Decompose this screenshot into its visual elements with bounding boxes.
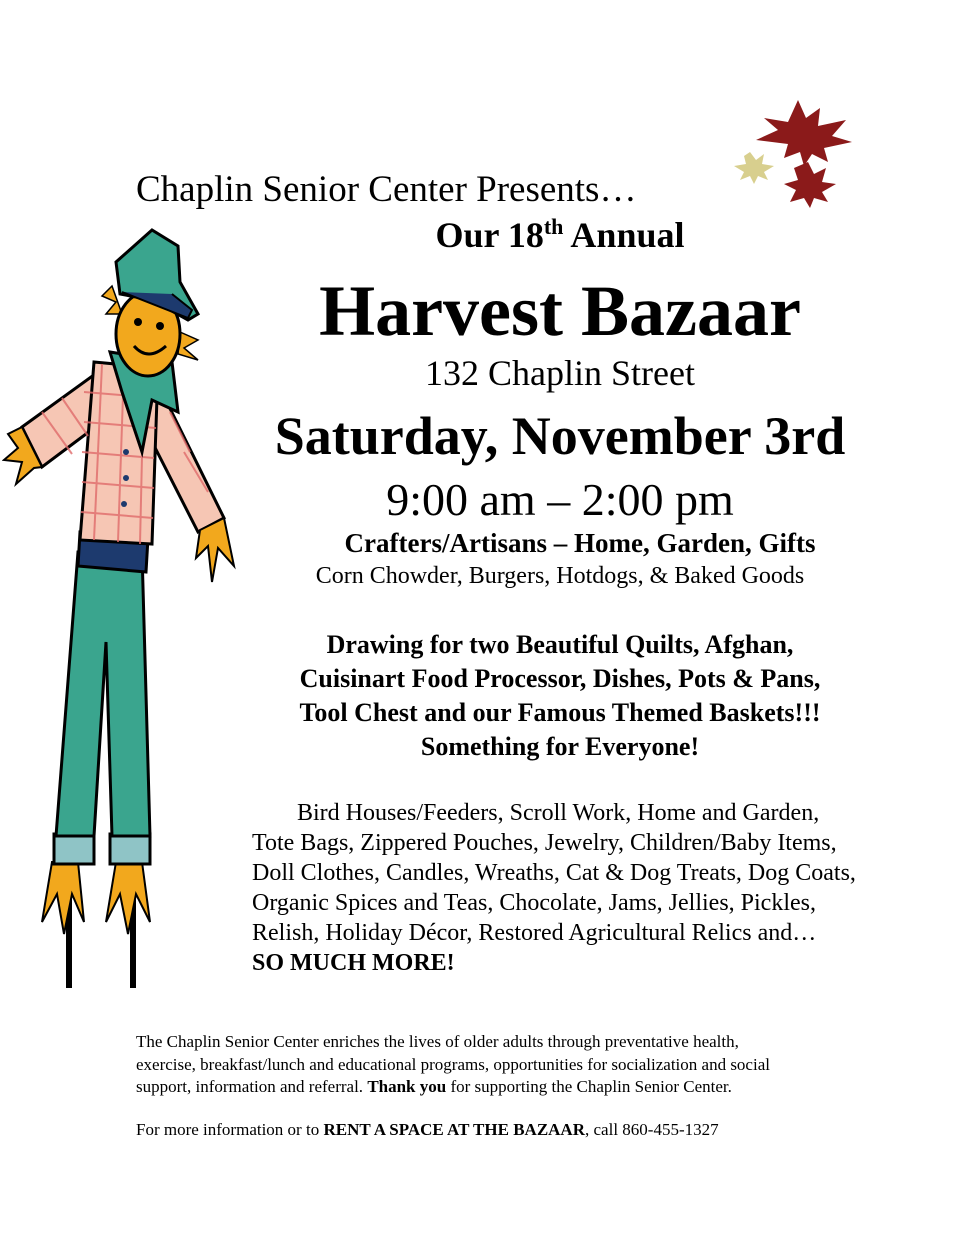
rent-space-text: RENT A SPACE AT THE BAZAAR (323, 1120, 585, 1139)
maple-leaf-icon (784, 162, 836, 208)
mission-line: exercise, breakfast/lunch and educational programs, opportunities for socialization and social (136, 1054, 770, 1074)
autumn-leaves-illustration (728, 96, 868, 216)
items-line: Tote Bags, Zippered Pouches, Jewelry, Children/Baby Items, (252, 830, 837, 856)
thank-you-text: Thank you (367, 1077, 447, 1096)
contact-post: , call 860-455-1327 (585, 1120, 719, 1139)
drawing-line: Cuisinart Food Processor, Dishes, Pots & Pans, (299, 664, 821, 693)
presenter-line: Chaplin Senior Center Presents… (136, 169, 637, 210)
maple-leaf-icon (756, 100, 852, 166)
much-more-text: SO MUCH MORE! (252, 950, 455, 976)
event-date: Saturday, November 3rd (274, 406, 846, 466)
items-line: Doll Clothes, Candles, Wreaths, Cat & Dog Treats, Dog Coats, (252, 860, 856, 886)
maple-leaf-icon (734, 152, 774, 184)
annual-ordinal-suffix: th (543, 214, 564, 239)
items-line: Organic Spices and Teas, Chocolate, Jams, Jellies, Pickles, (252, 890, 816, 916)
event-address: 132 Chaplin Street (425, 353, 695, 393)
drawing-line: Drawing for two Beautiful Quilts, Afghan, (326, 630, 794, 659)
contact-line (136, 1120, 719, 1140)
items-line: Relish, Holiday Décor, Restored Agricultural Relics and… (252, 920, 817, 946)
mission-line (136, 1076, 896, 1099)
scarecrow-illustration (2, 222, 242, 992)
event-title: Harvest Bazaar (319, 271, 801, 351)
annual-prefix: Our 18 (435, 215, 544, 255)
contact-pre: For more information or to (136, 1120, 324, 1139)
mission-line: The Chaplin Senior Center enriches the lives of older adults through preventative health, (136, 1032, 739, 1051)
mission-statement (136, 1031, 896, 1099)
mission-line-pre: support, information and referral. (136, 1077, 368, 1096)
food-line: Corn Chowder, Burgers, Hotdogs, & Baked Goods (315, 563, 805, 589)
drawing-block (250, 628, 870, 764)
annual-line (300, 214, 820, 256)
crafters-line: Crafters/Artisans – Home, Garden, Gifts (344, 528, 816, 558)
annual-suffix: Annual (563, 215, 685, 255)
items-block (252, 798, 932, 978)
event-time: 9:00 am – 2:00 pm (386, 474, 734, 525)
drawing-line: Something for Everyone! (420, 732, 700, 761)
drawing-line: Tool Chest and our Famous Themed Baskets!!! (299, 698, 821, 727)
items-line: Bird Houses/Feeders, Scroll Work, Home and Garden, (297, 800, 820, 826)
mission-line-post: for supporting the Chaplin Senior Center. (446, 1077, 732, 1096)
